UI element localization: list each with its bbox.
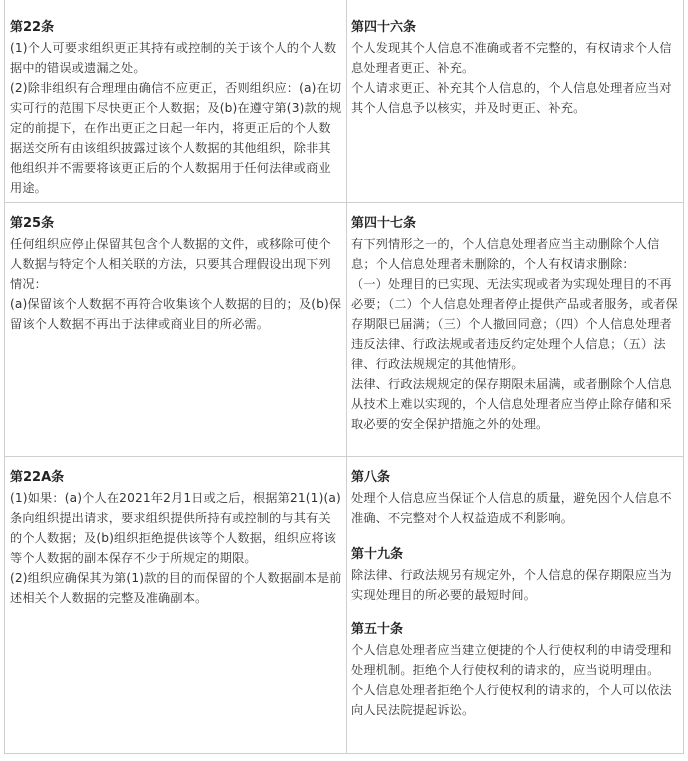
article-paragraph: (1)如果：(a)个人在2021年2月1日或之后，根据第21(1)(a)条向组织提出请求，要求组织提供所持有或控制的与其有关的个人数据；及(b)组织拒绝提供该等个人数据，组织应将该等个人数据的副本保存不少于所规定的期限。: [10, 491, 341, 565]
table-cell-row3-left: [4, 457, 347, 608]
article-paragraph: 有下列情形之一的，个人信息处理者应当主动删除个人信息；个人信息处理者未删除的，个人有权请求删除：: [351, 237, 660, 271]
article-heading: 第四十六条: [351, 20, 417, 35]
article-paragraph: 个人信息处理者拒绝个人行使权利的请求的，个人可以依法向人民法院提起诉讼。: [351, 683, 672, 717]
table-cell-row2-right: [347, 203, 684, 434]
table-cell-row2-left: [4, 203, 347, 334]
article-paragraph: 个人请求更正、补充其个人信息的，个人信息处理者应当对其个人信息予以核实，并及时更正、补充。: [351, 81, 672, 115]
section-spacer: [351, 605, 680, 620]
table-border-bottom: [4, 753, 684, 754]
article-paragraph: 任何组织应停止保留其包含个人数据的文件，或移除可使个人数据与特定个人相关联的方法，只要其合理假设出现下列情况：: [10, 237, 331, 291]
article-paragraph: 个人信息处理者应当建立便捷的个人行使权利的申请受理和处理机制。拒绝个人行使权利的请求的，应当说明理由。: [351, 643, 672, 677]
table-cell-row1-right: [347, 7, 684, 118]
article-paragraph: (2)组织应确保其为第(1)款的目的而保留的个人数据副本是前述相关个人数据的完整及准确副本。: [10, 571, 342, 605]
article-heading: 第22A条: [10, 470, 65, 485]
table-cell-row1-left: [4, 7, 347, 198]
article-heading: 第四十七条: [351, 216, 417, 231]
article-heading: 第八条: [351, 470, 391, 485]
article-paragraph: 除法律、行政法规另有规定外，个人信息的保存期限应当为实现处理目的所必要的最短时间。: [351, 568, 672, 602]
article-paragraph: 处理个人信息应当保证个人信息的质量，避免因个人信息不准确、不完整对个人权益造成不利影响。: [351, 491, 672, 525]
article-paragraph: (2)除非组织有合理理由确信不应更正，否则组织应：(a)在切实可行的范围下尽快更正个人数据；及(b)在遵守第(3)款的规定的前提下，在作出更正之日起一年内，将更正后的个人数据送交所有由该组织披露过该个人数据的其他组织，除非其他组织并不需要将该更正后的个人数据用于任何法律或商业用途。: [10, 81, 342, 195]
table-cell-row3-right: [347, 457, 684, 720]
article-heading: 第五十条: [351, 622, 404, 637]
article-paragraph: 法律、行政法规规定的保存期限未届满，或者删除个人信息从技术上难以实现的，个人信息处理者应当停止除存储和采取必要的安全保护措施之外的处理。: [351, 377, 672, 431]
article-paragraph: (1)个人可要求组织更正其持有或控制的关于该个人的个人数据中的错误或遗漏之处。: [10, 41, 337, 75]
article-heading: 第十九条: [351, 547, 404, 562]
article-heading: 第25条: [10, 216, 55, 231]
article-heading: 第22条: [10, 20, 55, 35]
section-spacer: [351, 528, 680, 545]
article-paragraph: (a)保留该个人数据不再符合收集该个人数据的目的；及(b)保留该个人数据不再出于法律或商业目的所必需。: [10, 297, 342, 331]
article-paragraph: （一）处理目的已实现、无法实现或者为实现处理目的不再必要；（二）个人信息处理者停止提供产品或者服务，或者保存期限已届满；（三）个人撤回同意；（四）个人信息处理者违反法律、行政法规或者违反约定处理个人信息；（五）法律、行政法规规定的其他情形。: [351, 277, 679, 371]
article-paragraph: 个人发现其个人信息不准确或者不完整的，有权请求个人信息处理者更正、补充。: [351, 41, 672, 75]
